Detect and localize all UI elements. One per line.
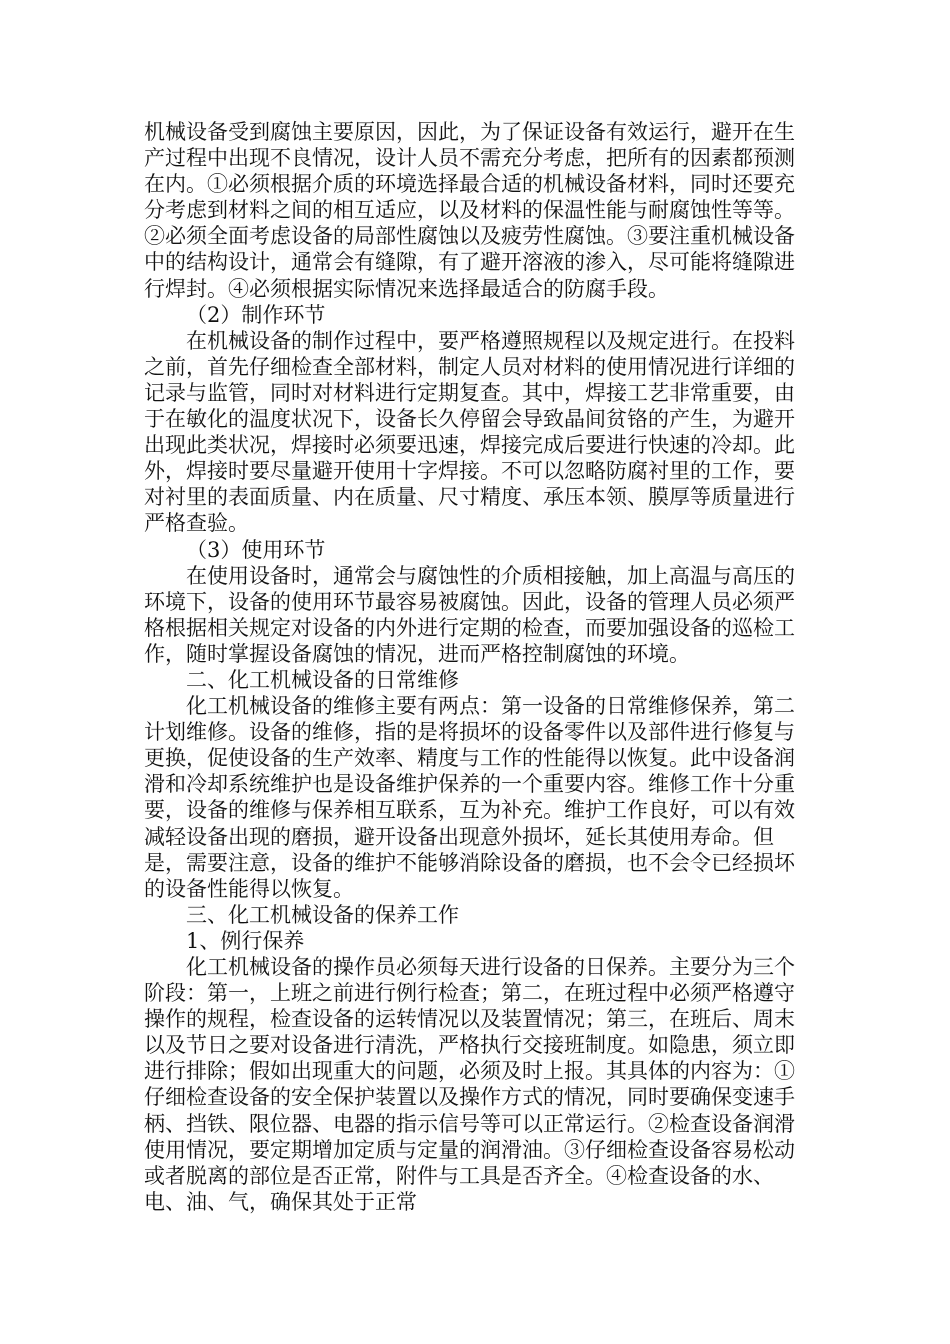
paragraph-manufacturing: 在机械设备的制作过程中，要严格遵照规程以及规定进行。在投料之前，首先仔细检查全部材料，制定人员对材料的使用情况进行详细的记录与监管，同时对材料进行定期复查。其中，焊接工艺非常重要，由于在敏化的温度状况下，设备长久停留会导致晶间贫铬的产生，为避开出现此类状况，焊接时必须要迅速，焊接完成后要进行快速的冷却。此外，焊接时要尽量避开使用十字焊接。不可以忽略防腐衬里的工作，要对衬里的表面质量、内在质量、尺寸精度、承压本领、膜厚等质量进行严格查验。 [144,328,795,536]
paragraph-maintenance: 化工机械设备的维修主要有两点：第一设备的日常维修保养，第二计划维修。设备的维修，指的是将损坏的设备零件以及部件进行修复与更换，促使设备的生产效率、精度与工作的性能得以恢复。此中设备润滑和冷却系统维护也是设备维护保养的一个重要内容。维修工作十分重要，设备的维修与保养相互联系，互为补充。维护工作良好，可以有效减轻设备出现的磨损，避开设备出现意外损坏，延长其使用寿命。但是，需要注意，设备的维护不能够消除设备的磨损，也不会令已经损坏的设备性能得以恢复。 [144,694,795,901]
section-heading-upkeep: 三、化工机械设备的保养工作 [186,902,459,927]
document-body [144,119,812,1215]
paragraph-routine-upkeep: 化工机械设备的操作员必须每天进行设备的日保养。主要分为三个阶段：第一，上班之前进行例行检查；第二，在班过程中必须严格遵守操作的规程，检查设备的运转情况以及装置情况；第三，在班后、周末以及节日之要对设备进行清洗，严格执行交接班制度。如隐患，须立即进行排除；假如出现重大的问题，必须及时上报。其具体的内容为：①仔细检查设备的安全保护装置以及操作方式的情况，同时要确保变速手柄、挡铁、限位器、电器的指示信号等可以正常运行。②检查设备润滑使用情况，要定期增加定质与定量的润滑油。③仔细检查设备容易松动或者脱离的部位是否正常，附件与工具是否齐全。④检查设备的水、电、油、气，确保其处于正常 [144,955,795,1214]
subheading-manufacturing: （2）制作环节 [186,302,326,327]
subheading-usage: （3）使用环节 [186,537,326,562]
section-heading-maintenance: 二、化工机械设备的日常维修 [186,667,459,692]
paragraph-usage: 在使用设备时，通常会与腐蚀性的介质相接触，加上高温与高压的环境下，设备的使用环节最容易被腐蚀。因此，设备的管理人员必须严格根据相关规定对设备的内外进行定期的检查，而要加强设备的巡检工作，随时掌握设备腐蚀的情况，进而严格控制腐蚀的环境。 [144,563,795,666]
paragraph-design-factors: 机械设备受到腐蚀主要原因，因此，为了保证设备有效运行，避开在生产过程中出现不良情况，设计人员不需充分考虑，把所有的因素都预测在内。①必须根据介质的环境选择最合适的机械设备材料，同时还要充分考虑到材料之间的相互适应，以及材料的保温性能与耐腐蚀性等等。②必须全面考虑设备的局部性腐蚀以及疲劳性腐蚀。③要注重机械设备中的结构设计，通常会有缝隙，有了避开溶液的渗入，尽可能将缝隙进行焊封。④必须根据实际情况来选择最适合的防腐手段。 [144,120,795,301]
subheading-routine-upkeep: 1、例行保养 [186,928,305,953]
